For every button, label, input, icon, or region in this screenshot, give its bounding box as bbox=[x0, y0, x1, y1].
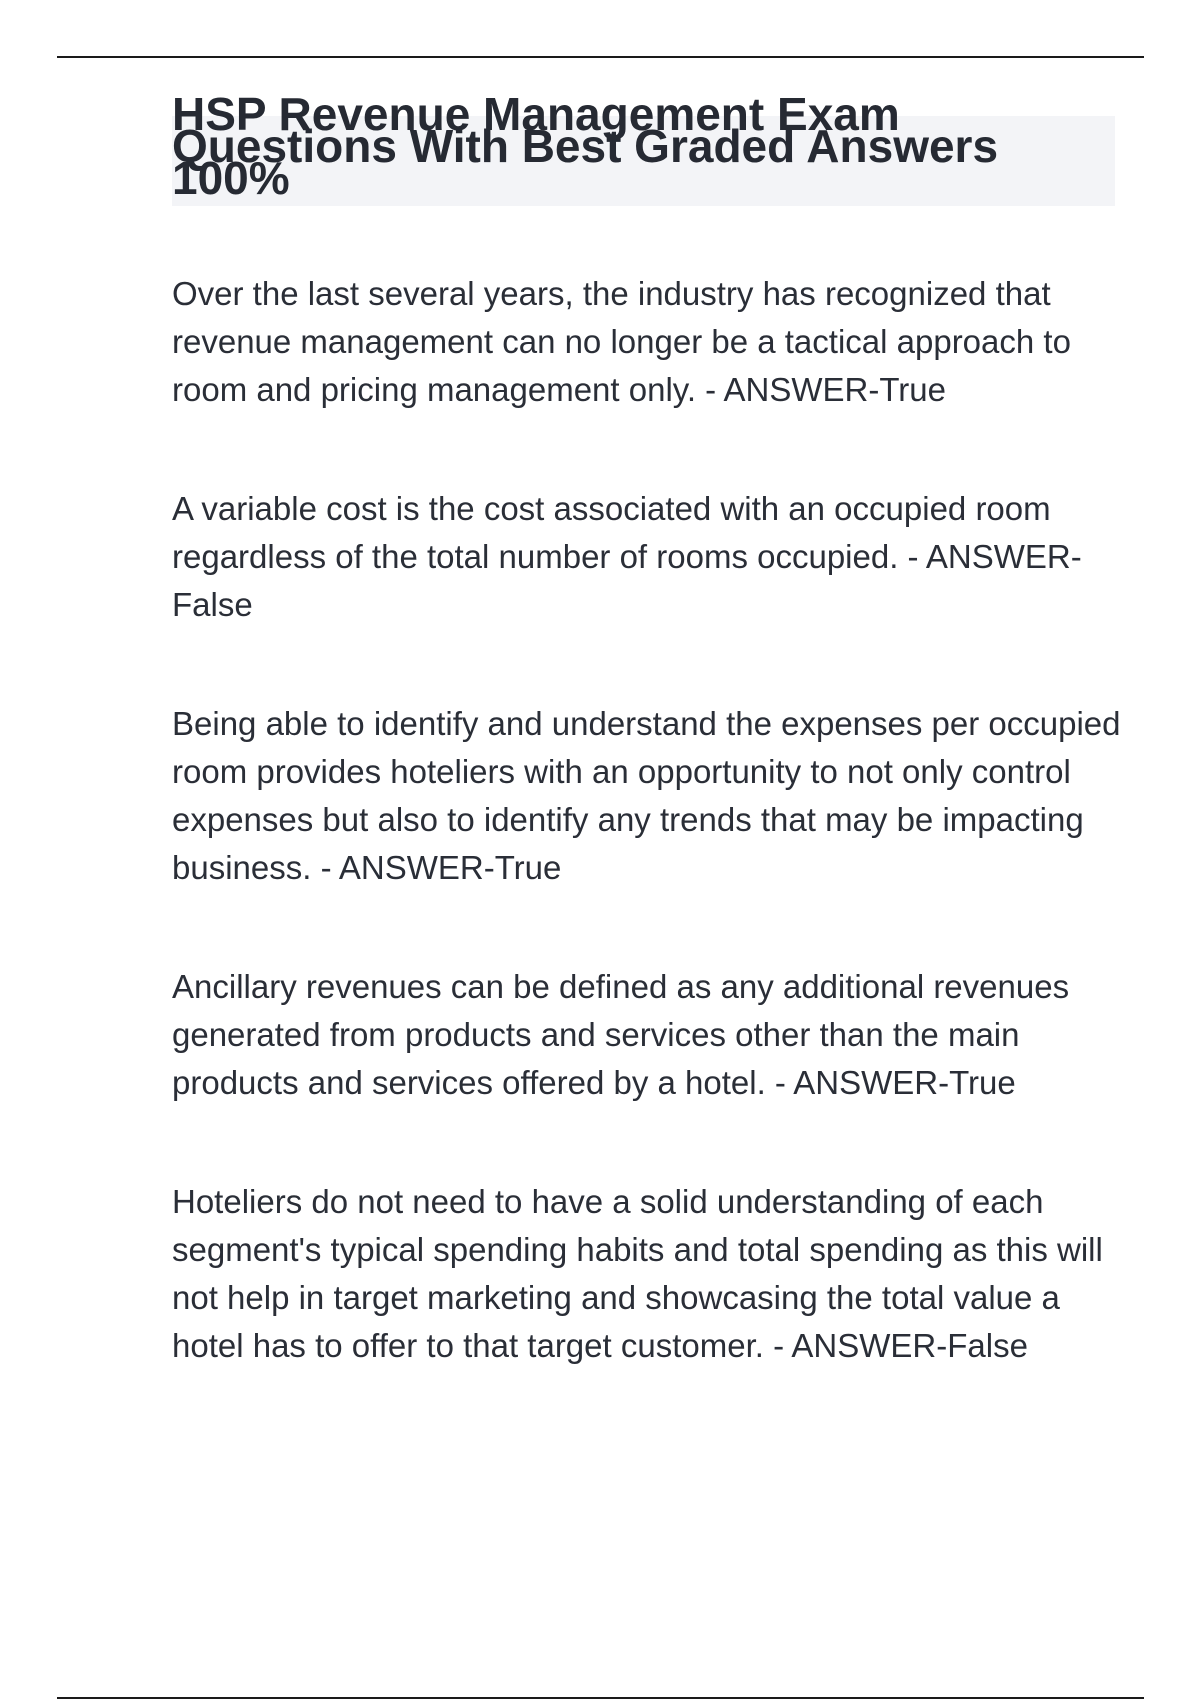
question-answer-item: Being able to identify and understand the expenses per occupied room provides hoteliers with an opportunity to not only control expenses but also to identify any trends that may be impacting business. - ANSWER-True bbox=[172, 705, 1121, 886]
footer-rule bbox=[57, 1697, 1144, 1699]
question-answer-item: Ancillary revenues can be defined as any additional revenues generated from products and services other than the main products and services offered by a hotel. - ANSWER-True bbox=[172, 968, 1070, 1101]
document-title: HSP Revenue Management Exam Questions With Best Graded Answers 100% bbox=[172, 88, 999, 204]
question-answer-item: Over the last several years, the industry has recognized that revenue management can no longer be a tactical approach to room and pricing management only. - ANSWER-True bbox=[172, 275, 1071, 408]
question-list bbox=[172, 270, 1132, 1370]
question-answer-item: Hoteliers do not need to have a solid understanding of each segment's typical spending habits and total spending as this will not help in target marketing and showcasing the total value a hotel has to offer to that target customer. - ANSWER-False bbox=[172, 1183, 1103, 1364]
question-answer-item: A variable cost is the cost associated with an occupied room regardless of the total number of rooms occupied. - ANSWER-False bbox=[172, 490, 1082, 623]
header-rule bbox=[57, 56, 1144, 58]
